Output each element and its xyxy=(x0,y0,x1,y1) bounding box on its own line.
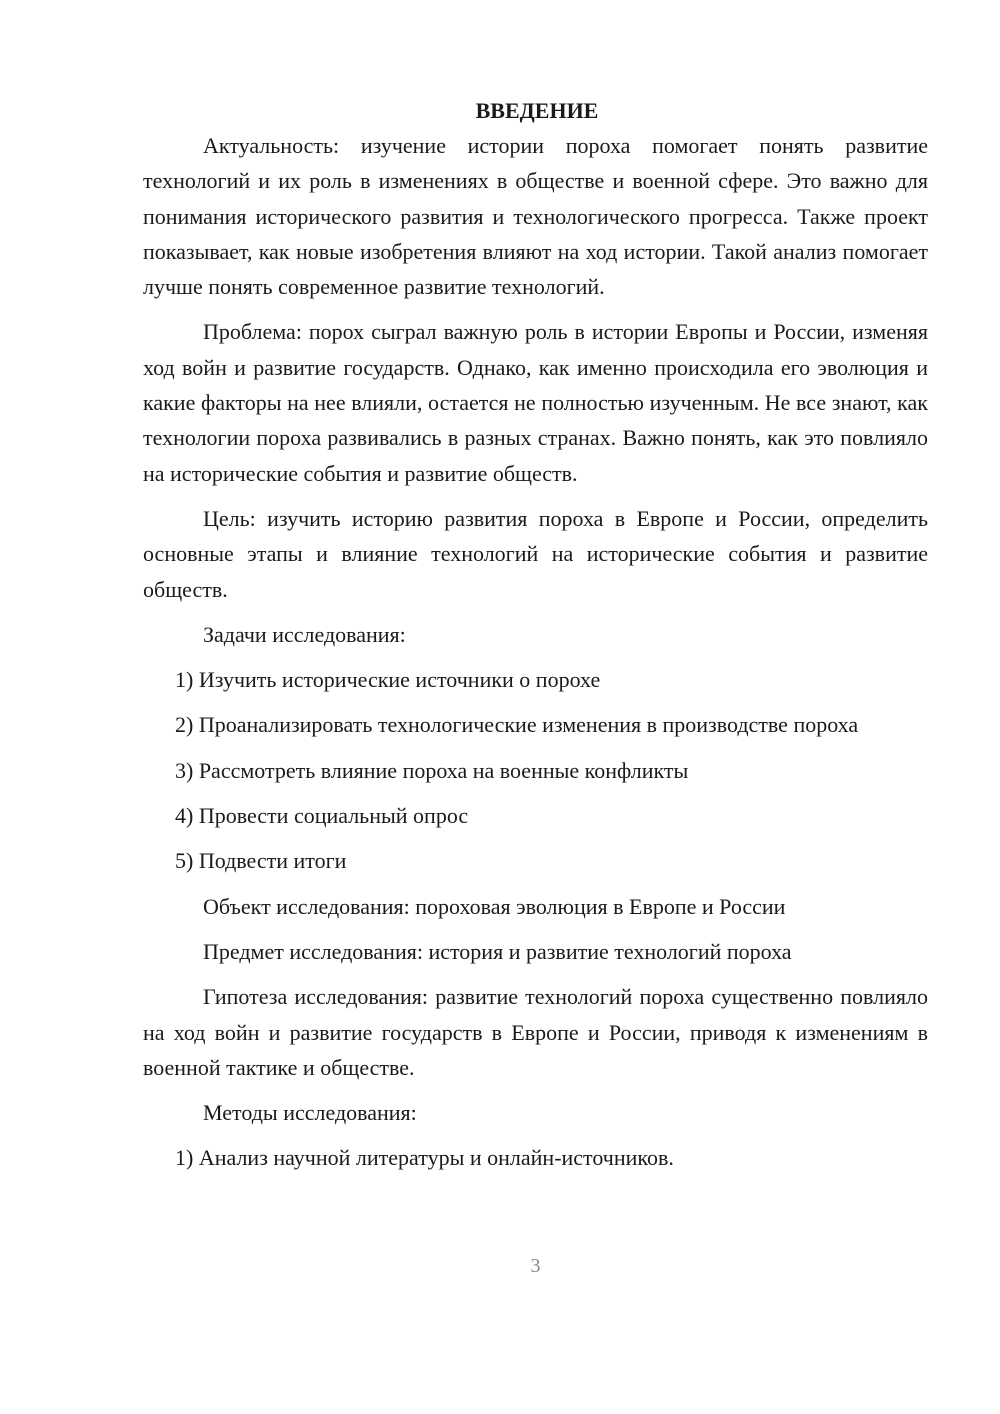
task-item-3: 3) Рассмотреть влияние пороха на военные конфликты xyxy=(175,757,689,783)
task-item-5: 5) Подвести итоги xyxy=(175,848,347,874)
page-title: ВВЕДЕНИЕ xyxy=(475,98,599,123)
hypothesis-paragraph: Гипотеза исследования: развитие технологий пороха существенно повлияло на ход войн и развитие государств в Европе и России, приводя к изменениям в военной тактике и обществе. xyxy=(143,984,928,1080)
research-subject: Предмет исследования: история и развитие технологий пороха xyxy=(203,938,792,964)
research-object: Объект исследования: пороховая эволюция в Европе и России xyxy=(203,893,786,919)
document-page xyxy=(143,93,928,1277)
page-number: 3 xyxy=(530,1255,541,1277)
relevance-paragraph: Актуальность: изучение истории пороха помогает понять развитие технологий и их роль в изменениях в обществе и военной сфере. Это важно для понимания исторического развития и технологического прогресса. Также проект показывает, как новые изобретения влияют на ход истории. Такой анализ помогает лучше понять современное развитие технологий. xyxy=(143,133,928,300)
task-item-1: 1) Изучить исторические источники о порохе xyxy=(175,667,601,693)
goal-paragraph: Цель: изучить историю развития пороха в Европе и России, определить основные этапы и влияние технологий на исторические события и развитие обществ. xyxy=(143,505,928,602)
methods-heading: Методы исследования: xyxy=(203,1100,417,1126)
tasks-heading: Задачи исследования: xyxy=(203,621,406,647)
problem-paragraph: Проблема: порох сыграл важную роль в истории Европы и России, изменяя ход войн и развитие государств. Однако, как именно происходила его эволюция и какие факторы на нее влияли, остается не полностью изученным. Не все знают, как технологии пороха развивались в разных странах. Важно понять, как это повлияло на исторические события и развитие обществ. xyxy=(143,319,928,486)
task-item-4: 4) Провести социальный опрос xyxy=(175,803,469,829)
task-item-2: 2) Проанализировать технологические изменения в производстве пороха xyxy=(175,712,859,738)
method-item-1: 1) Анализ научной литературы и онлайн-источников. xyxy=(175,1145,674,1171)
